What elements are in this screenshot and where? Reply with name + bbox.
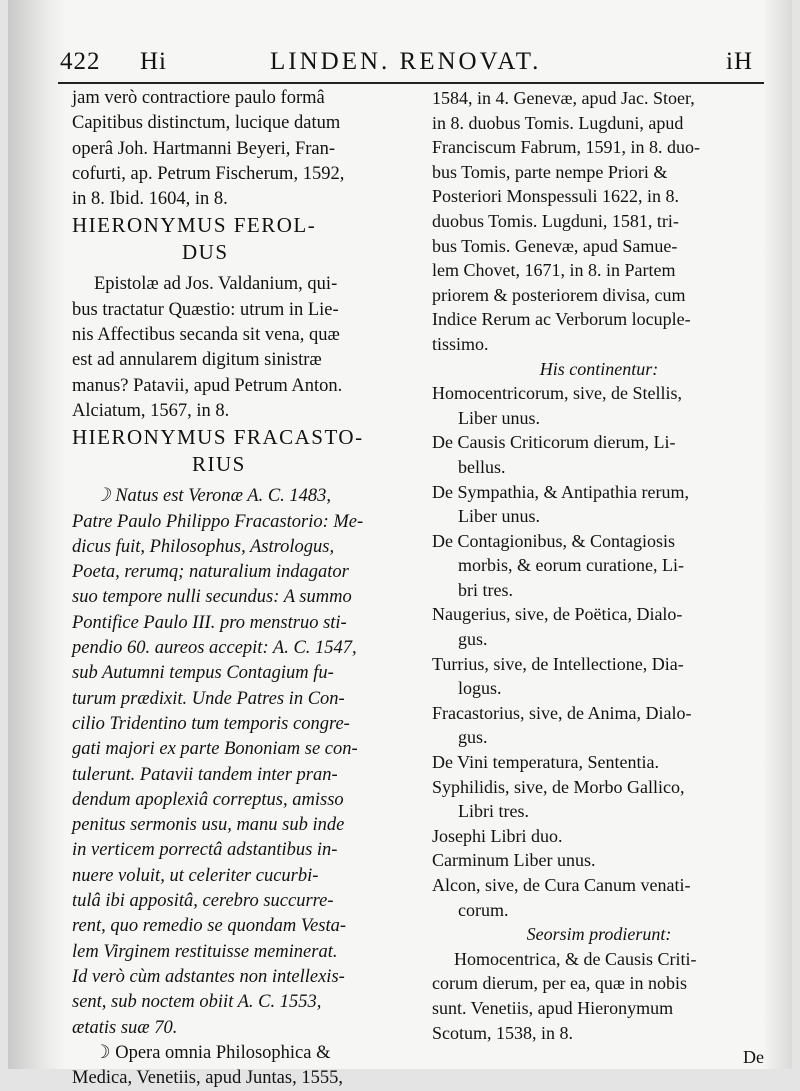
- contents-list: [432, 381, 766, 922]
- header-rule: [58, 82, 764, 84]
- text-line: rent, quo remedio se quondam Vesta-: [72, 916, 347, 937]
- text-line: suo tempore nulli secundus: A summo: [72, 587, 352, 608]
- text-line: Franciscum Fabrum, 1591, in 8. duo-: [432, 137, 700, 158]
- contents-item: De Causis Criticorum dierum, Li-: [432, 432, 676, 453]
- text-line: in verticem porrectâ adstantibus in-: [72, 840, 338, 861]
- text-line: bus tractatur Quæstio: utrum in Lie-: [72, 299, 339, 320]
- his-continentur-heading: His continentur:: [539, 358, 659, 379]
- text-line: sent, sub noctem obiit A. C. 1553,: [72, 992, 322, 1013]
- text-line: Indice Rerum ac Verborum locuple-: [432, 309, 691, 330]
- text-line: sub Autumni tempus Contagium fu-: [72, 663, 334, 684]
- left-signature: Hi: [140, 48, 167, 75]
- text-line: dicus fuit, Philosophus, Astrologus,: [72, 536, 335, 557]
- text-line: in 8. Ibid. 1604, in 8.: [72, 189, 228, 210]
- entry-epistolae: [72, 272, 424, 424]
- contents-item-cont: morbis, & eorum curatione, Li-: [458, 555, 684, 576]
- contents-item: Turrius, sive, de Intellectione, Dia-: [432, 653, 684, 674]
- contents-item: Josephi Libri duo.: [432, 825, 563, 846]
- contents-item: Naugerius, sive, de Poëtica, Dialo-: [432, 604, 683, 625]
- text-line: operâ Joh. Hartmanni Beyeri, Fran-: [72, 138, 336, 159]
- text-line: bus Tomis, parte nempe Priori &: [432, 161, 668, 182]
- contents-item-cont: corum.: [458, 899, 509, 920]
- text-line: nuere voluit, ut celeriter cucurbi-: [72, 865, 319, 886]
- text-line: corum dierum, per ea, quæ in nobis: [432, 973, 687, 994]
- text-line: dendum apoplexiâ correptus, amisso: [72, 789, 344, 810]
- text-line: cofurti, ap. Petrum Fischerum, 1592,: [72, 163, 345, 184]
- text-line: Scotum, 1538, in 8.: [432, 1022, 574, 1043]
- text-line: priorem & posteriorem divisa, cum: [432, 284, 686, 305]
- contents-item-cont: Libri tres.: [458, 801, 529, 822]
- text-line: Posteriori Monspessuli 1622, in 8.: [432, 186, 680, 207]
- text-line: nis Affectibus secanda sit vena, quæ: [72, 325, 340, 346]
- text-line: sunt. Venetiis, apud Hieronymum: [432, 997, 674, 1018]
- text-line: cilio Tridentino tum temporis congre-: [72, 713, 350, 734]
- running-head: [58, 44, 764, 84]
- text-line: in 8. duobus Tomis. Lugduni, apud: [432, 112, 684, 133]
- seorsim-entry: [432, 947, 766, 1045]
- contents-item-cont: Liber unus.: [458, 407, 540, 428]
- page-number: 422: [60, 48, 101, 75]
- opera-omnia-continued: [432, 86, 766, 357]
- seorsim-heading: Seorsim prodierunt:: [526, 924, 672, 945]
- text-line: duobus Tomis. Lugduni, 1581, tri-: [432, 210, 679, 231]
- text-line: tulâ ibi appositâ, cerebro succurre-: [72, 891, 334, 912]
- contents-item: Syphilidis, sive, de Morbo Gallico,: [432, 776, 685, 797]
- text-line: penitus sermonis usu, manu sub inde: [72, 815, 345, 836]
- left-column: [72, 86, 424, 1091]
- contents-item: Alcon, sive, de Cura Canum venati-: [432, 875, 691, 895]
- right-signature: iH: [726, 48, 753, 75]
- text-line: 1584, in 4. Genevæ, apud Jac. Stoer,: [432, 88, 695, 108]
- biography: [72, 484, 424, 1041]
- contents-item-cont: bri tres.: [458, 579, 513, 600]
- text-line: jam verò contractiore paulo formâ: [72, 88, 325, 108]
- text-line: ☽ Opera omnia Philosophica &: [94, 1042, 331, 1063]
- author-heading-fracastorius: [72, 424, 424, 478]
- text-line: Alciatum, 1567, in 8.: [72, 400, 230, 421]
- text-line: Epistolæ ad Jos. Valdanium, qui-: [94, 274, 338, 295]
- heading-line: DUS: [182, 240, 229, 265]
- text-line: tissimo.: [432, 333, 489, 354]
- author-heading-ferolidus: [72, 212, 424, 266]
- contents-item-cont: gus.: [458, 629, 488, 650]
- text-line: turum prædixit. Unde Patres in Con-: [72, 688, 345, 709]
- contents-item: Fracastorius, sive, de Anima, Dialo-: [432, 702, 692, 723]
- contents-item-cont: bellus.: [458, 456, 506, 477]
- running-title: LINDEN. RENOVAT.: [270, 48, 542, 75]
- text-line: gati majori ex parte Bononiam se con-: [72, 739, 358, 760]
- text-line: lem Chovet, 1671, in 8. in Partem: [432, 260, 676, 281]
- text-line: lem Virginem restituisse meminerat.: [72, 941, 338, 962]
- contents-item: De Sympathia, & Antipathia rerum,: [432, 481, 689, 502]
- contents-item-cont: logus.: [458, 678, 502, 699]
- text-line: Capitibus distinctum, lucique datum: [72, 113, 341, 134]
- continued-entry: [72, 86, 424, 212]
- text-line: Poeta, rerumq; naturalium indagator: [72, 562, 349, 583]
- opera-omnia-entry: [72, 1041, 424, 1091]
- contents-item: De Vini temperatura, Sententia.: [432, 752, 660, 773]
- text-line: pendio 60. aureos accepit: A. C. 1547,: [72, 638, 357, 659]
- facing-page-edge: [8, 0, 66, 1069]
- text-line: Homocentrica, & de Causis Criti-: [454, 948, 697, 969]
- text-line: manus? Patavii, apud Petrum Anton.: [72, 375, 343, 396]
- heading-line: HIERONYMUS FRACASTO-: [72, 425, 364, 450]
- contents-item: Homocentricorum, sive, de Stellis,: [432, 383, 682, 404]
- text-line: Patre Paulo Philippo Fracastorio: Me-: [72, 511, 364, 532]
- page-edge-shadow: [762, 0, 792, 1069]
- catchword: De: [743, 1047, 764, 1068]
- text-line: Id verò cùm adstantes non intellexis-: [72, 966, 345, 987]
- text-line: ☽ Natus est Veronæ A. C. 1483,: [94, 486, 332, 507]
- text-line: ætatis suæ 70.: [72, 1017, 178, 1038]
- contents-item: Carminum Liber unus.: [432, 850, 596, 871]
- text-line: Medica, Venetiis, apud Juntas, 1555,: [72, 1068, 343, 1089]
- heading-line: RIUS: [192, 452, 246, 477]
- text-line: est ad annularem digitum sinistræ: [72, 350, 322, 371]
- text-line: bus Tomis. Genevæ, apud Samue-: [432, 235, 678, 256]
- text-line: tulerunt. Patavii tandem inter pran-: [72, 764, 338, 785]
- contents-item-cont: Liber unus.: [458, 506, 540, 527]
- contents-item: De Contagionibus, & Contagiosis: [432, 530, 675, 551]
- text-line: Pontifice Paulo III. pro menstruo sti-: [72, 612, 347, 633]
- heading-line: HIERONYMUS FEROL-: [72, 213, 317, 238]
- right-column: [432, 86, 766, 1070]
- contents-item-cont: gus.: [458, 727, 488, 748]
